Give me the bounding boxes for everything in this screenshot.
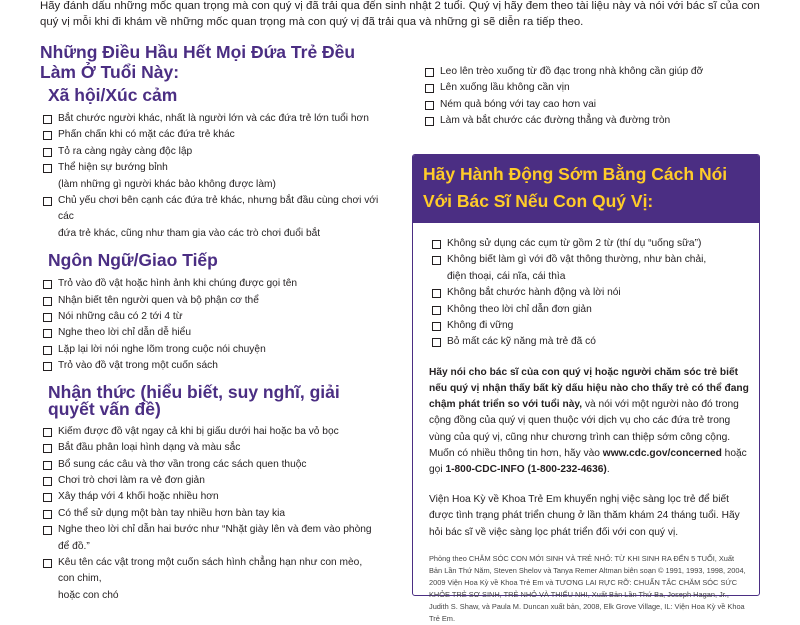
checkbox-icon[interactable] bbox=[432, 256, 441, 265]
checklist-item[interactable]: Lên xuống lầu không cần vịn bbox=[422, 80, 762, 96]
checklist-item[interactable]: Xây tháp với 4 khối hoặc nhiều hơn bbox=[40, 489, 380, 505]
checkbox-icon[interactable] bbox=[425, 84, 434, 93]
checklist-item[interactable]: Nghe theo lời chỉ dẫn hai bước như “Nhặt giày lên và đem vào phòng để đồ.” bbox=[40, 522, 380, 555]
checkbox-icon[interactable] bbox=[43, 297, 52, 306]
checkbox-icon[interactable] bbox=[43, 346, 52, 355]
movement-checklist bbox=[422, 64, 762, 130]
checkbox-icon[interactable] bbox=[425, 101, 434, 110]
checklist-item[interactable]: Không bắt chước hành động và lời nói bbox=[429, 285, 749, 301]
checklist-item[interactable]: Có thể sử dụng một bàn tay nhiều hơn bàn tay kia bbox=[40, 506, 380, 522]
milestones-column bbox=[40, 42, 380, 604]
section-title-language: Ngôn Ngữ/Giao Tiếp bbox=[48, 250, 218, 271]
act-early-body bbox=[413, 223, 759, 625]
checkbox-icon[interactable] bbox=[43, 362, 52, 371]
social-checklist bbox=[40, 111, 380, 242]
checkbox-icon[interactable] bbox=[43, 493, 52, 502]
checkbox-icon[interactable] bbox=[432, 240, 441, 249]
checklist-item[interactable]: Chơi trò chơi làm ra vẻ đơn giản bbox=[40, 473, 380, 489]
checklist-item[interactable]: Trỏ vào đồ vật hoặc hình ảnh khi chúng được gọi tên bbox=[40, 276, 380, 292]
advice-paragraph: Hãy nói cho bác sĩ của con quý vị hoặc người chăm sóc trẻ biết nếu quý vị nhận thấy bất kỳ dấu hiệu nào cho thấy trẻ có thể đang chậm phát triển so với tuổi này, và nói với một người nào đó trong cộng đồng của quý vị quen thuộc với dịch vụ cho các đứa trẻ trong vùng của quý vị, cũng như chương trình can thiệp sớm công cộng. Muốn có nhiều thông tin hơn, hãy vào www.cdc.gov/concerned hoặc gọi 1-800-CDC-INFO (1-800-232-4636). bbox=[429, 366, 749, 476]
checkbox-icon[interactable] bbox=[43, 526, 52, 535]
checkbox-icon[interactable] bbox=[432, 306, 441, 315]
checklist-item[interactable]: Nhận biết tên người quen và bộ phận cơ thể bbox=[40, 293, 380, 309]
checklist-item-continuation: hoặc con chó bbox=[58, 589, 119, 601]
cdc-link[interactable]: www.cdc.gov/concerned bbox=[602, 447, 722, 459]
checklist-item[interactable]: Nói những câu có 2 tới 4 từ bbox=[40, 309, 380, 325]
checklist-item[interactable]: Không sử dụng các cụm từ gồm 2 từ (thí dụ “uống sữa”) bbox=[429, 236, 749, 252]
checklist-item[interactable]: Bắt chước người khác, nhất là người lớn và các đứa trẻ lớn tuổi hơn bbox=[40, 111, 380, 127]
checklist-item[interactable]: Ném quả bóng với tay cao hơn vai bbox=[422, 97, 762, 113]
language-checklist bbox=[40, 276, 380, 374]
checkbox-icon[interactable] bbox=[43, 115, 52, 124]
checkbox-icon[interactable] bbox=[425, 68, 434, 77]
checkbox-icon[interactable] bbox=[43, 428, 52, 437]
checklist-item[interactable]: Leo lên trèo xuống từ đồ đạc trong nhà không cần giúp đỡ bbox=[422, 64, 762, 80]
checklist-item[interactable]: Chủ yếu chơi bên cạnh các đứa trẻ khác, nhưng bắt đầu cùng chơi với các bbox=[40, 193, 380, 226]
cdc-phone: 1-800-CDC-INFO (1-800-232-4636) bbox=[445, 464, 607, 476]
checkbox-icon[interactable] bbox=[432, 322, 441, 331]
checkbox-icon[interactable] bbox=[425, 117, 434, 126]
checklist-item[interactable]: Lặp lại lời nói nghe lõm trong cuộc nói chuyện bbox=[40, 342, 380, 358]
checklist-item[interactable]: Làm và bắt chước các đường thẳng và đường tròn bbox=[422, 113, 762, 129]
checkbox-icon[interactable] bbox=[43, 280, 52, 289]
checklist-item[interactable]: Không đi vững bbox=[429, 318, 749, 334]
checklist-item[interactable]: Trỏ vào đồ vật trong một cuốn sách bbox=[40, 358, 380, 374]
checkbox-icon[interactable] bbox=[432, 289, 441, 298]
checklist-item-continuation: đứa trẻ khác, cũng như tham gia vào các trò chơi đuổi bắt bbox=[58, 227, 321, 239]
checkbox-icon[interactable] bbox=[43, 164, 52, 173]
act-early-panel bbox=[412, 154, 760, 623]
checklist-item[interactable]: Bỏ mất các kỹ năng mà trẻ đã có bbox=[429, 334, 749, 350]
source-credit: Phỏng theo CHĂM SÓC CON MỚI SINH VÀ TRẺ NHỎ: TỪ KHI SINH RA ĐẾN 5 TUỔI, Xuất Bản Lần Thứ Năm, Steven Shelov và Tanya Remer Altman biên soạn © 1991, 1993, 1998, 2004, 2009 Viện Hoa Kỳ về Khoa Trẻ Em và TƯƠNG LAI RỰC RỠ: CHUẨN TẮC CHĂM SÓC SỨC KHỎE TRẺ SƠ SINH, TRẺ NHỎ VÀ THIẾU NHI, Xuất Bản Lần Thứ Ba, Joseph Hagan, Jr., Judith S. Shaw, và Paula M. Duncan xuất bản, 2008, Elk Grove Village, IL: Viện Hoa Kỳ về Khoa Trẻ Em. bbox=[429, 553, 746, 623]
checklist-item[interactable]: Kiếm được đồ vật ngay cả khi bị giấu dưới hai hoặc ba vỏ bọc bbox=[40, 424, 380, 440]
checkbox-icon[interactable] bbox=[43, 559, 52, 568]
checkbox-icon[interactable] bbox=[43, 148, 52, 157]
checklist-item[interactable]: Nghe theo lời chỉ dẫn dễ hiểu bbox=[40, 325, 380, 341]
checklist-item[interactable]: Không theo lời chỉ dẫn đơn giản bbox=[429, 302, 749, 318]
checkbox-icon[interactable] bbox=[43, 329, 52, 338]
checklist-item[interactable]: Bổ sung các câu và thơ vần trong các sách quen thuộc bbox=[40, 457, 380, 473]
checkbox-icon[interactable] bbox=[43, 477, 52, 486]
warning-signs-checklist bbox=[429, 236, 749, 351]
checkbox-icon[interactable] bbox=[43, 444, 52, 453]
checklist-item[interactable]: Phấn chấn khi có mặt các đứa trẻ khác bbox=[40, 127, 380, 143]
section-title-cognitive: Nhận thức (hiểu biết, suy nghĩ, giải quyết vấn đề) bbox=[48, 381, 340, 419]
section-title-social: Xã hội/Xúc cảm bbox=[48, 85, 178, 105]
screening-paragraph: Viện Hoa Kỳ về Khoa Trẻ Em khuyến nghị việc sàng lọc trẻ để biết được tình trạng phát triển chung ở lần thăm khám 24 tháng tuổi. Hãy hỏi bác sĩ về việc sàng lọc phát triển đối với con quý vị. bbox=[429, 494, 740, 538]
movement-column bbox=[422, 64, 762, 130]
checkbox-icon[interactable] bbox=[43, 197, 52, 206]
checklist-item[interactable]: Không biết làm gì với đồ vật thông thường, như bàn chải, bbox=[429, 252, 749, 268]
checkbox-icon[interactable] bbox=[43, 313, 52, 322]
checklist-item[interactable]: Thể hiện sự bướng bỉnh bbox=[40, 160, 380, 176]
checkbox-icon[interactable] bbox=[432, 338, 441, 347]
act-early-title: Hãy Hành Động Sớm Bằng Cách Nói Với Bác Sĩ Nếu Con Quý Vị: bbox=[413, 155, 759, 223]
cognitive-checklist bbox=[40, 424, 380, 604]
checkbox-icon[interactable] bbox=[43, 131, 52, 140]
checklist-item-continuation: điện thoại, cái nĩa, cái thìa bbox=[447, 270, 566, 282]
main-title: Những Điều Hầu Hết Mọi Đứa Trẻ Đều Làm Ở Tuổi Này: bbox=[40, 42, 356, 82]
checkbox-icon[interactable] bbox=[43, 461, 52, 470]
checkbox-icon[interactable] bbox=[43, 510, 52, 519]
checklist-item[interactable]: Bắt đầu phân loại hình dạng và màu sắc bbox=[40, 440, 380, 456]
checklist-item[interactable]: Kêu tên các vật trong một cuốn sách hình chẳng hạn như con mèo, con chim, bbox=[40, 555, 380, 588]
checklist-item[interactable]: Tỏ ra càng ngày càng độc lập bbox=[40, 144, 380, 160]
intro-text: Hãy đánh dấu những mốc quan trọng mà con quý vị đã trải qua đến sinh nhật 2 tuổi. Quý vị hãy đem theo tài liệu này và nói với bác sĩ của con quý vị mỗi khi đi khám về những mốc quan trọng mà con quý vị đã trải qua và những gì sẽ diễn ra tiếp theo. bbox=[40, 0, 760, 28]
checklist-item-continuation: (làm những gì người khác bảo không được làm) bbox=[58, 178, 276, 190]
